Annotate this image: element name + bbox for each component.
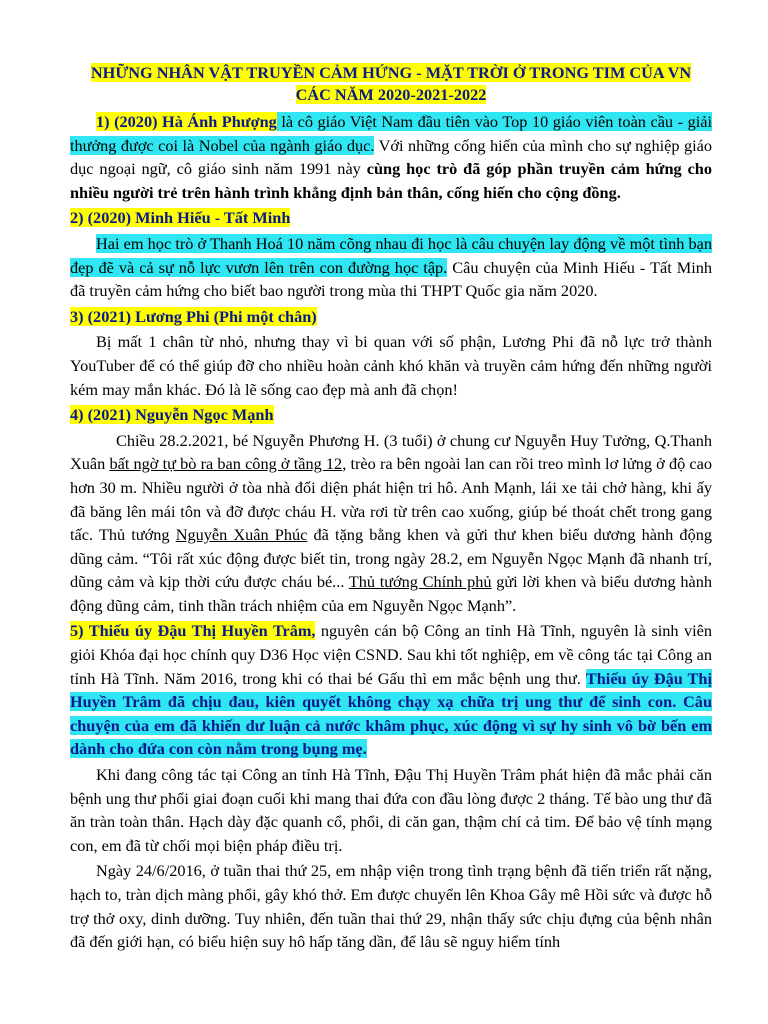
section-5-paragraph-2: Khi đang công tác tại Công an tỉnh Hà Tĩnh, Đậu Thị Huyền Trâm phát hiện đã mắc phải căn bệnh ung thư phổi giai đoạn cuối khi mang thai đứa con đầu lòng được 2 tháng. Tế bào ung thư đã ăn tràn toàn thân. Hạch dày đặc quanh cổ, phổi, di căn gan, thậm chí cả tim. Để bảo vệ tính mạng con, em đã từ chối mọi biện pháp điều trị. <box>70 765 712 855</box>
section-4-text-1: Chiều 28.2.2021, bé Nguyễn Phương H. (3 tuổi) ở chung cư Nguyễn Huy Tưởng, Q.Thanh Xuân <box>70 430 712 474</box>
section-5-highlight: Thiếu úy Đậu Thị Huyền Trâm đã chịu đau, kiên quyết không chạy xạ chữa trị ung thư để sinh con. Câu chuyện của em đã khiến dư luận cả nước khâm phục, xúc động vì sự hy sinh vô bờ bến em dành cho đứa con còn nằm trong bụng mẹ. <box>70 668 712 759</box>
document-title <box>70 62 712 106</box>
section-4-paragraph <box>70 429 712 618</box>
section-5-text-1: nguyên cán bộ Công an tỉnh Hà Tĩnh, nguyên là sinh viên giỏi Khóa đại học chính quy D36 Học viện CSND. Sau khi tốt nghiệp, em về công tác tại Công an tỉnh Hà Tĩnh. Năm 2016, trong khi có thai bé Gấu thì em mắc bệnh ung thư. <box>70 621 712 688</box>
section-4-underline-3: Thủ tướng Chính phủ <box>348 572 492 592</box>
section-4-text-4: gửi lời khen và biểu dương hành động dũng cảm, tinh thần trách nhiệm của em Nguyễn Ngọc Mạnh”. <box>70 572 712 615</box>
title-line-1: NHỮNG NHÂN VẬT TRUYỀN CẢM HỨNG - MẶT TRỜI Ở TRONG TIM CỦA VN <box>90 63 692 82</box>
section-3-heading-text: 3) (2021) Lương Phi (Phi một chân) <box>70 306 317 326</box>
title-line-2: CÁC NĂM 2020-2021-2022 <box>295 85 487 104</box>
section-5-heading: 5) Thiếu úy Đậu Thị Huyền Trâm, <box>70 621 316 641</box>
section-2-highlight: Hai em học trò ở Thanh Hoá 10 năm cõng nhau đi học là câu chuyện lay động về một tình bạn đẹp đẽ và cả sự nỗ lực vươn lên trên con đường học tập. <box>70 233 712 277</box>
section-1-highlight: là cô giáo Việt Nam đầu tiên vào Top 10 giáo viên toàn cầu - giải thưởng được coi là Nobel của ngành giáo dục. <box>70 112 712 155</box>
section-2-paragraph <box>70 232 712 303</box>
section-1-paragraph <box>70 110 712 204</box>
section-4-heading-text: 4) (2021) Nguyễn Ngọc Mạnh <box>70 405 274 425</box>
section-5-paragraph <box>70 619 712 761</box>
section-3-paragraph: Bị mất 1 chân từ nhỏ, nhưng thay vì bi quan với số phận, Lương Phi đã nỗ lực trở thành YouTuber để có thể giúp đỡ cho nhiều hoàn cảnh khó khăn và truyền cảm hứng đến những người kém may mắn khác. Đó là lẽ sống cao đẹp mà anh đã chọn! <box>70 332 712 399</box>
section-1-bold: cùng học trò đã góp phần truyền cảm hứng cho nhiều người trẻ trên hành trình khẳng định bản thân, cống hiến cho cộng đồng. <box>70 159 712 202</box>
section-1-heading: 1) (2020) Hà Ánh Phượng <box>96 112 277 131</box>
section-2-text: Câu chuyện của Minh Hiếu - Tất Minh đã truyền cảm hứng cho biết bao người trong mùa thi THPT Quốc gia năm 2020. <box>70 257 713 301</box>
section-4-text-2: , trèo ra bên ngoài lan can rồi treo mình lơ lửng ở độ cao hơn 30 m. Nhiều người ở tòa nhà đối diện phát hiện tri hô. Anh Mạnh, lái xe tải chở hàng, khi ấy đã băng lên mái tôn và đỡ được cháu H. vừa rơi từ trên cao xuống, giúp bé thoát chết trong gang tấc. Thủ tướng <box>70 454 712 545</box>
section-1-text: Với những cống hiến của mình cho sự nghiệp giáo dục ngoại ngữ, cô giáo sinh năm 1991 này <box>70 135 712 179</box>
section-3-heading <box>70 305 712 329</box>
section-2-heading <box>70 206 712 230</box>
section-4-underline-2: Nguyễn Xuân Phúc <box>175 525 308 545</box>
section-4-underline-1: bất ngờ tự bò ra ban công ở tầng 12 <box>109 454 343 474</box>
section-4-heading <box>70 403 712 427</box>
section-4-text-3: đã tặng bằng khen và gửi thư khen biểu dương hành động dũng cảm. “Tôi rất xúc động được biết tin, trong ngày 28.2, em Nguyễn Ngọc Mạnh đã nhanh trí, dũng cảm và kịp thời cứu được cháu bé... <box>70 525 712 592</box>
section-5-paragraph-3: Ngày 24/6/2016, ở tuần thai thứ 25, em nhập viện trong tình trạng bệnh đã tiến triển rất nặng, hạch to, tràn dịch màng phổi, gây khó thở. Em được chuyển lên Khoa Gây mê Hồi sức và được hỗ trợ thở oxy, dinh dưỡng. Tuy nhiên, đến tuần thai thứ 29, nhận thấy sức chịu đựng của bệnh nhân đã đến giới hạn, có biểu hiện suy hô hấp tăng dần, để lâu sẽ nguy hiểm tính <box>70 861 712 952</box>
section-2-heading-text: 2) (2020) Minh Hiếu - Tất Minh <box>70 208 291 228</box>
